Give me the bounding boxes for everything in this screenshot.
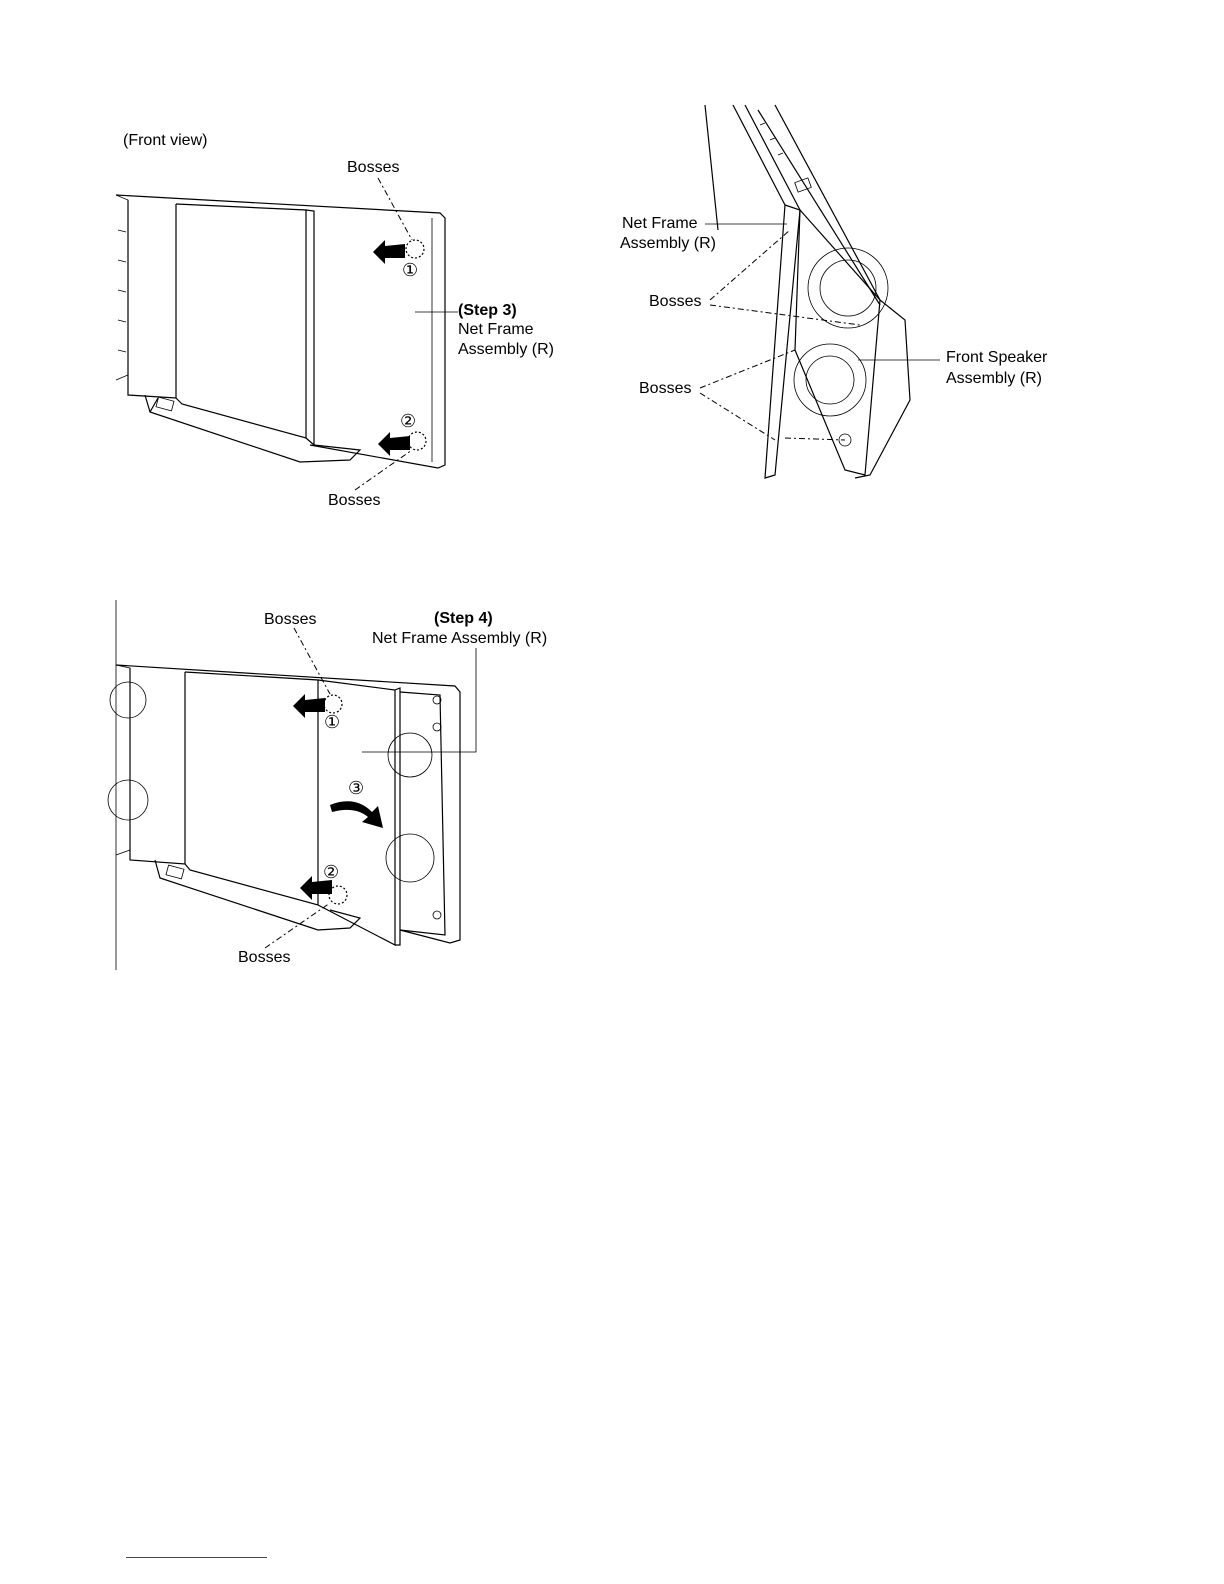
bosses-label-upper: Bosses xyxy=(649,293,702,310)
step-number-3: ③ xyxy=(348,778,365,798)
arrow-3-icon xyxy=(330,801,383,828)
step-number-1: ① xyxy=(402,260,419,280)
bosses-label-lower: Bosses xyxy=(639,380,692,397)
front-speaker-label-line2: Assembly (R) xyxy=(946,370,1043,387)
boss-circle-1 xyxy=(324,695,342,713)
step-number-1: ① xyxy=(324,712,341,732)
front-speaker-label-line1: Front Speaker xyxy=(946,349,1048,366)
bosses-label-top: Bosses xyxy=(347,159,400,176)
step4-label: (Step 4) xyxy=(434,610,493,627)
step-number-2: ② xyxy=(323,862,340,882)
bosses-label-bottom: Bosses xyxy=(238,949,291,966)
unit-step4-view xyxy=(108,600,476,970)
footer-link-underline[interactable] xyxy=(126,1557,267,1558)
step3-label: (Step 3) xyxy=(458,302,517,319)
netframe-label-line2: Assembly (R) xyxy=(620,235,717,252)
arrow-1-icon xyxy=(293,694,325,718)
bosses-label-top: Bosses xyxy=(264,611,317,628)
step-number-2: ② xyxy=(400,411,417,431)
front-view-label: (Front view) xyxy=(123,132,208,149)
part-label-line2: Assembly (R) xyxy=(458,341,555,358)
part-label: Net Frame Assembly (R) xyxy=(372,630,548,647)
part-label-line1: Net Frame xyxy=(458,321,534,338)
netframe-label-line1: Net Frame xyxy=(622,215,698,232)
bosses-label-bottom: Bosses xyxy=(328,492,381,509)
